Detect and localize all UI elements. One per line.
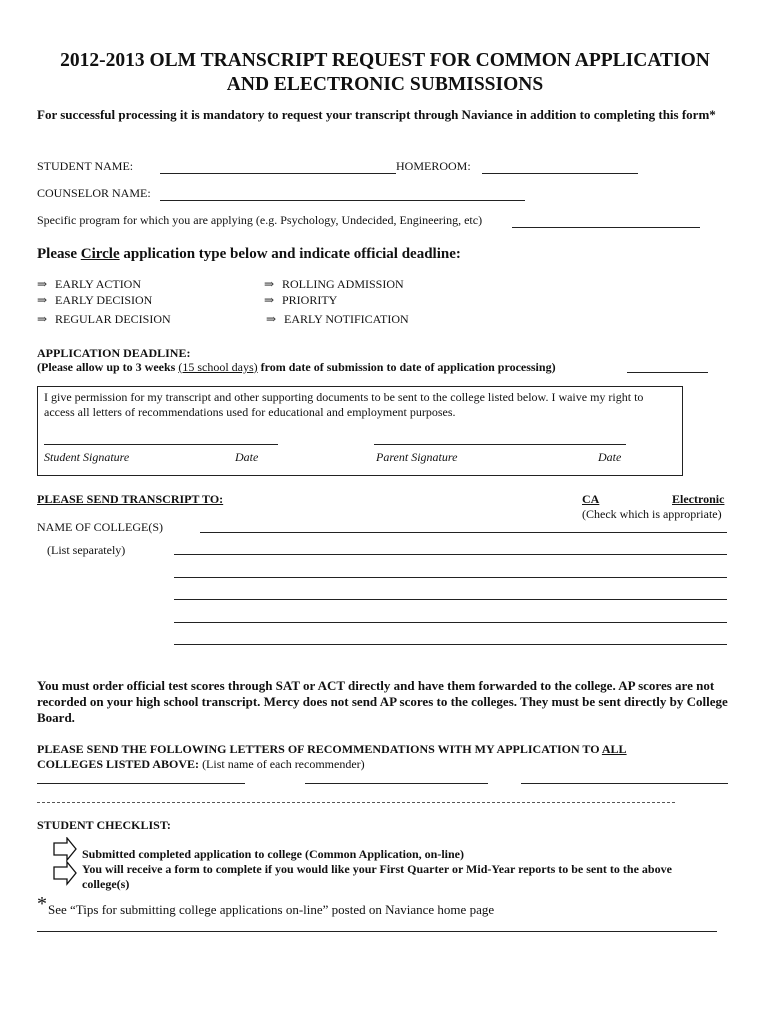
deadline-note: (Please allow up to 3 weeks (15 school days) from date of submission to date of application processing) — [37, 360, 556, 374]
electronic-option[interactable]: Electronic — [672, 492, 725, 506]
checklist-heading: STUDENT CHECKLIST: — [37, 818, 171, 832]
checklist-item-reports: You will receive a form to complete if you would like your First Quarter or Mid-Year reports to be sent to the above college(s) — [82, 862, 672, 891]
intro-text: For successful processing it is mandatory to request your transcript through Naviance in addition to completing this form* — [37, 107, 716, 122]
send-transcript-heading: PLEASE SEND TRANSCRIPT TO: — [37, 492, 224, 506]
test-scores-note: You must order official test scores through SAT or ACT directly and have them forwarded to the college. AP scores are not recorded on your high school transcript. Mercy does not send AP scores to the colleges. They must be sent directly by College Board. — [37, 678, 728, 725]
option-early-action[interactable]: ⇒ EARLY ACTION — [37, 277, 142, 291]
student-signature-field[interactable] — [44, 444, 278, 445]
option-early-decision[interactable]: ⇒ EARLY DECISION — [37, 293, 153, 307]
parent-signature-field[interactable] — [374, 444, 626, 445]
arrow-icon: ⇒ — [264, 293, 275, 307]
ca-option[interactable]: CA — [582, 492, 600, 506]
student-name-label: STUDENT NAME: — [37, 159, 134, 173]
checkbox-arrow-icon[interactable] — [52, 837, 78, 891]
college-field-4[interactable] — [174, 599, 727, 600]
specific-program-field[interactable] — [512, 227, 700, 228]
check-note: (Check which is appropriate) — [582, 507, 722, 521]
college-field-6[interactable] — [174, 644, 727, 645]
deadline-field[interactable] — [627, 372, 708, 373]
arrow-icon: ⇒ — [264, 277, 275, 291]
specific-program-label: Specific program for which you are applying (e.g. Psychology, Undecided, Engineering, etc) — [37, 213, 483, 227]
counselor-name-field[interactable] — [160, 200, 525, 201]
homeroom-label: HOMEROOM: — [396, 159, 471, 173]
deadline-label: APPLICATION DEADLINE: — [37, 346, 191, 360]
parent-signature-label: Parent Signature — [376, 450, 458, 464]
divider — [37, 802, 675, 803]
footnote-star: * — [37, 893, 47, 915]
college-field-1[interactable] — [200, 532, 727, 533]
recommender-field-3[interactable] — [521, 783, 728, 784]
counselor-name-label: COUNSELOR NAME: — [37, 186, 151, 200]
college-field-2[interactable] — [174, 554, 727, 555]
application-type-heading: Please Circle application type below and indicate official deadline: — [37, 246, 461, 262]
footnote-rule — [37, 931, 717, 932]
college-field-5[interactable] — [174, 622, 727, 623]
option-regular-decision[interactable]: ⇒ REGULAR DECISION — [37, 312, 171, 326]
option-rolling-admission[interactable]: ⇒ ROLLING ADMISSION — [264, 277, 404, 291]
parent-date-label: Date — [598, 450, 622, 464]
college-label: NAME OF COLLEGE(S) — [37, 520, 163, 534]
footnote-text: See “Tips for submitting college applications on-line” posted on Naviance home page — [48, 902, 495, 917]
form-title-line1: 2012-2013 OLM TRANSCRIPT REQUEST FOR COMMON APPLICATION — [60, 50, 710, 71]
checklist-item-submitted: Submitted completed application to college (Common Application, on-line) — [82, 847, 464, 861]
student-date-label: Date — [235, 450, 259, 464]
form-title-line2: AND ELECTRONIC SUBMISSIONS — [226, 74, 544, 95]
permission-text: I give permission for my transcript and other supporting documents to be sent to the college listed below. I waive my right to access all letters of recommendations used for educational and employment purposes. — [44, 390, 644, 419]
arrow-icon: ⇒ — [37, 277, 48, 291]
homeroom-field[interactable] — [482, 173, 638, 174]
arrow-icon: ⇒ — [37, 293, 48, 307]
option-priority[interactable]: ⇒ PRIORITY — [264, 293, 338, 307]
recommender-field-2[interactable] — [305, 783, 488, 784]
list-separately-note: (List separately) — [47, 543, 126, 557]
recommendations-heading: PLEASE SEND THE FOLLOWING LETTERS OF RECOMMENDATIONS WITH MY APPLICATION TO ALL — [37, 742, 627, 756]
arrow-icon: ⇒ — [37, 312, 48, 326]
student-signature-label: Student Signature — [44, 450, 130, 464]
student-name-field[interactable] — [160, 173, 396, 174]
arrow-icon: ⇒ — [266, 312, 277, 326]
college-field-3[interactable] — [174, 577, 727, 578]
recommender-field-1[interactable] — [37, 783, 245, 784]
recommendations-subheading: COLLEGES LISTED ABOVE: (List name of each recommender) — [37, 757, 365, 771]
option-early-notification[interactable]: ⇒ EARLY NOTIFICATION — [266, 312, 409, 326]
